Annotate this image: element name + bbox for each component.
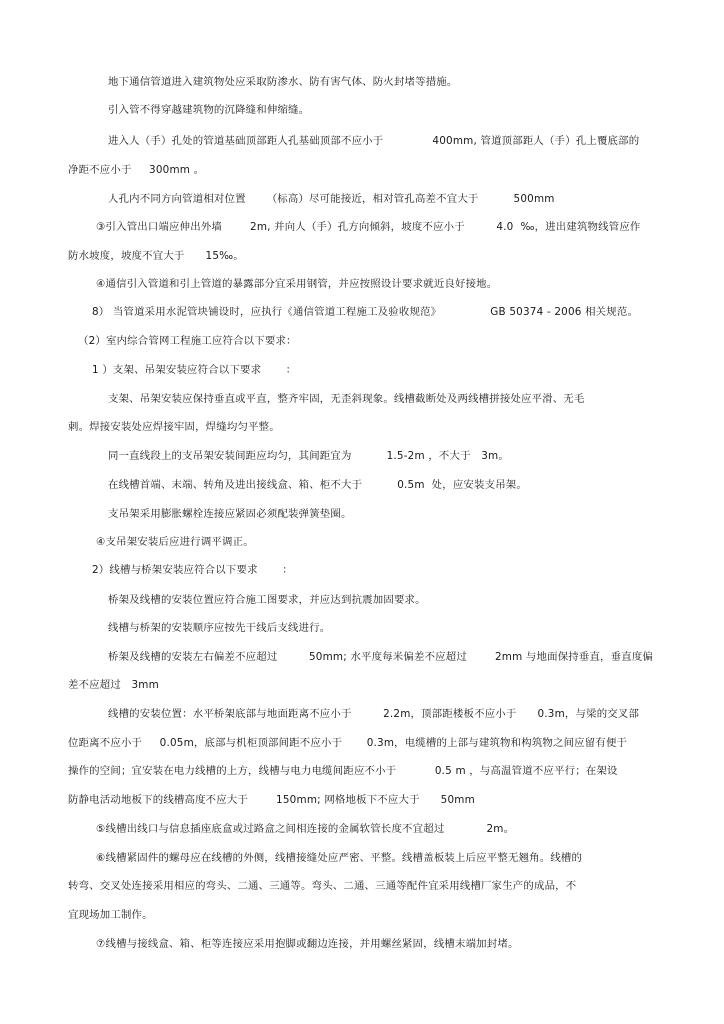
paragraph-line: 引入管不得穿越建筑物的沉降缝和伸缩缝。 [108,104,310,116]
paragraph-line: 位距离不应小于 0.05m，底部与机柜顶部间距不应小于 0.3m，电缆槽的上部与建筑物和构筑物之间应留有便于 [68,737,628,749]
paragraph-line: 线槽的安装位置：水平桥架底部与地面距离不应小于 2.2m，顶部距楼板不应小于 0.3m，与梁的交叉部 [108,708,640,720]
paragraph-line: 刺。焊接安装处应焊接牢固，焊缝均匀平整。 [68,421,280,433]
paragraph-line: 同一直线段上的支吊架安装间距应均匀，其间距宜为 1.5-2m ，不大于 3m。 [108,450,509,462]
paragraph-line: 地下通信管道进入建筑物处应采取防渗水、防有害气体、防火封堵等措施。 [108,76,458,88]
paragraph-line: 支吊架采用膨胀螺栓连接应紧固必须配装弹簧垫圈。 [108,508,352,520]
paragraph-line: 操作的空间；宜安装在电力线槽的上方，线槽与电力电缆间距应不小于 0.5 m ，与高温管道不应平行；在架设 [68,765,618,777]
subsection-heading: 1 ）支架、吊架安装应符合以下要求 ： [92,364,297,376]
subsection-heading: 2）线槽与桥架安装应符合以下要求 ： [92,564,293,576]
paragraph-line: 宜现场加工制作。 [68,909,153,921]
paragraph-line: ④通信引入管道和引上管道的暴露部分宜采用钢管，并应按照设计要求就近良好接地。 [96,278,498,290]
paragraph-line: ③引入管出口端应伸出外墙 2m, 并向人（手）孔方向倾斜，坡度不应小于 4.0 ‰，进出建筑物线管应作 [96,221,641,233]
section-heading: （2）室内综合管网工程施工应符合以下要求： [78,335,297,347]
paragraph-line: ⑦线槽与接线盒、箱、柜等连接应采用抱脚或翻边连接，并用螺丝紧固，线槽末端加封堵。 [96,938,519,950]
paragraph-line: ⑤线槽出线口与信息插座底盒或过路盒之间相连接的金属软管长度不宜超过 2m。 [96,823,515,835]
paragraph-line: 防水坡度，坡度不宜大于 15‰。 [68,250,244,262]
paragraph-line: 防静电活动地板下的线槽高度不应大于 150mm; 网格地板下不应大于 50mm [68,794,475,806]
paragraph-line: 差不应超过 3mm [68,679,159,691]
paragraph-line: 转弯、交叉处连接采用相应的弯头、二通、三通等。弯头、二通、三通等配件宜采用线槽厂家生产的成品，不 [68,880,577,892]
paragraph-line: 支架、吊架安装应保持垂直或平直，整齐牢固，无歪斜现象。线槽截断处及两线槽拼接处应平滑、无毛 [108,393,585,405]
paragraph-line: ④支吊架安装后应进行调平调正。 [96,536,254,548]
paragraph-line: 8） 当管道采用水泥管块铺设时，应执行《通信管道工程施工及验收规范》 GB 50374 - 2006 相关规范。 [92,306,639,318]
paragraph-line: 在线槽首端、末端、转角及进出接线盒、箱、柜不大于 0.5m 处，应安装支吊架。 [108,479,527,491]
paragraph-line: ⑥线槽紧固件的螺母应在线槽的外侧，线槽接缝处应严密、平整。线槽盖板装上后应平整无翘角。线槽的 [96,852,583,864]
paragraph-line: 桥架及线槽的安装左右偏差不应超过 50mm; 水平度每米偏差不应超过 2mm 与地面保持垂直，垂直度偏 [108,651,654,663]
paragraph-line: 桥架及线槽的安装位置应符合施工图要求，并应达到抗震加固要求。 [108,594,426,606]
paragraph-line: 人孔内不同方向管道相对位置 （标高）尽可能接近，相对管孔高差不宜大于 500mm [108,193,555,205]
paragraph-line: 净距不应小于 300mm 。 [68,164,205,176]
paragraph-line: 线槽与桥架的安装顺序应按先干线后支线进行。 [108,622,331,634]
paragraph-line: 进入人（手）孔处的管道基础顶部距人孔基础顶部不应小于 400mm, 管道顶部距人（手）孔上覆底部的 [108,135,640,147]
